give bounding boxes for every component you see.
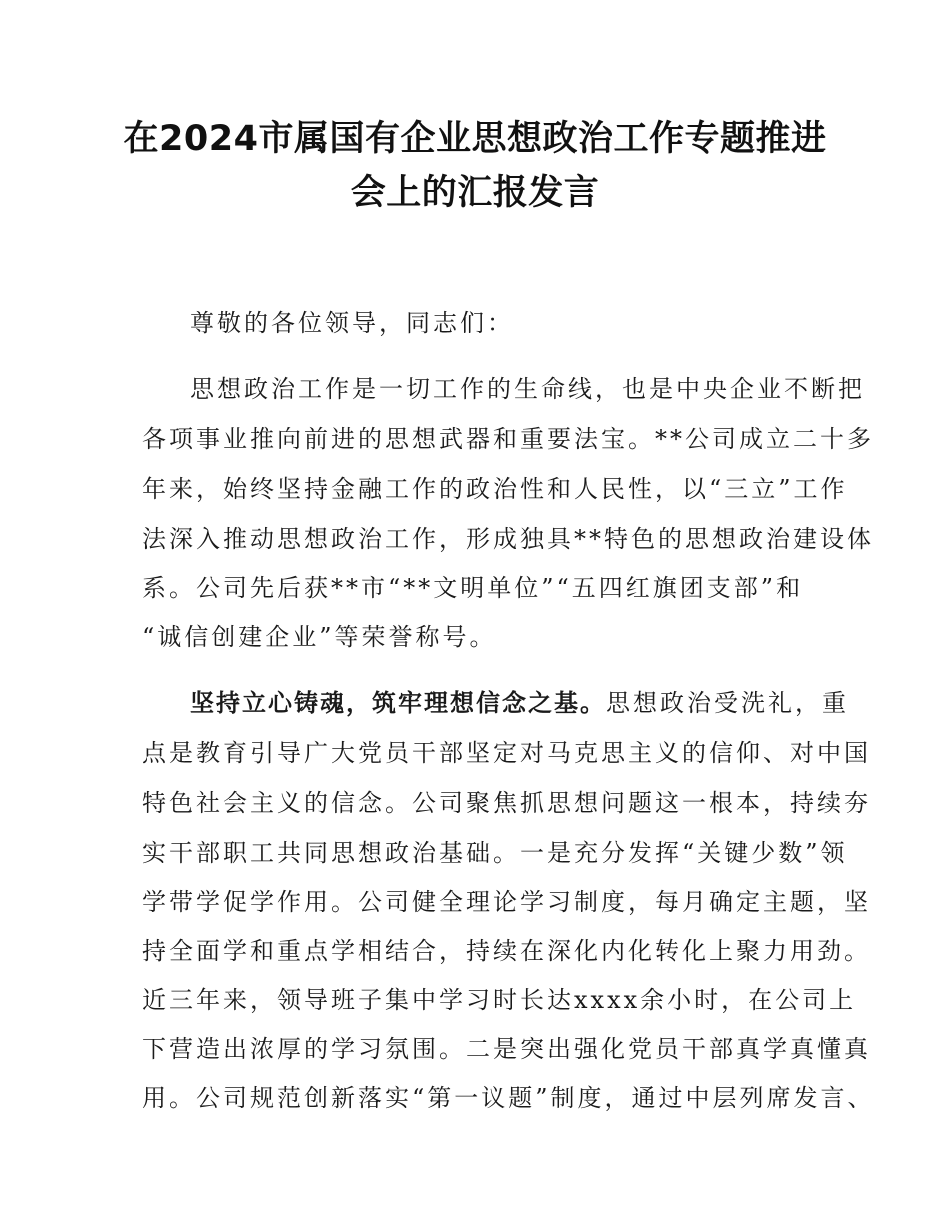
salutation: 尊敬的各位领导，同志们： <box>190 309 514 337</box>
paragraph1-line-4: 法深入推动思想政治工作，形成独具**特色的思想政治建设体 <box>142 525 874 553</box>
paragraph1-line-6: “诚信创建企业”等荣誉称号。 <box>142 623 497 651</box>
paragraph2-line-4: 实干部职工共同思想政治基础。一是充分发挥“关键少数”领 <box>142 839 848 867</box>
paragraph2-first-line-rest: 思想政治受洗礼，重 <box>606 689 849 717</box>
paragraph1-line-5: 系。公司先后获**市“**文明单位”“五四红旗团支部”和 <box>142 574 804 602</box>
paragraph1-line-1: 思想政治工作是一切工作的生命线，也是中央企业不断把 <box>190 375 865 403</box>
paragraph2-line-2: 点是教育引导广大党员干部坚定对马克思主义的信仰、对中国 <box>142 739 871 767</box>
paragraph2-lead-heading: 坚持立心铸魂，筑牢理想信念之基。 <box>190 689 606 717</box>
title-line-1: 在2024市属国有企业思想政治工作专题推进 <box>123 119 827 159</box>
paragraph2-line-1 <box>190 688 849 718</box>
paragraph2-line-9: 用。公司规范创新落实“第一议题”制度，通过中层列席发言、 <box>142 1084 875 1112</box>
paragraph2-line-7: 近三年来，领导班子集中学习时长达xxxx余小时，在公司上 <box>142 986 857 1014</box>
title-line-2: 会上的汇报发言 <box>350 173 600 213</box>
document-title <box>100 112 850 220</box>
paragraph1-line-2: 各项事业推向前进的思想武器和重要法宝。**公司成立二十多 <box>142 425 874 453</box>
paragraph1-line-3: 年来，始终坚持金融工作的政治性和人民性，以“三立”工作 <box>142 475 848 503</box>
paragraph2-line-8: 下营造出浓厚的学习氛围。二是突出强化党员干部真学真懂真 <box>142 1035 871 1063</box>
paragraph2-line-5: 学带学促学作用。公司健全理论学习制度，每月确定主题，坚 <box>142 888 871 916</box>
paragraph2-line-6: 持全面学和重点学相结合，持续在深化内化转化上聚力用劲。 <box>142 937 871 965</box>
paragraph2-line-3: 特色社会主义的信念。公司聚焦抓思想问题这一根本，持续夯 <box>142 789 871 817</box>
